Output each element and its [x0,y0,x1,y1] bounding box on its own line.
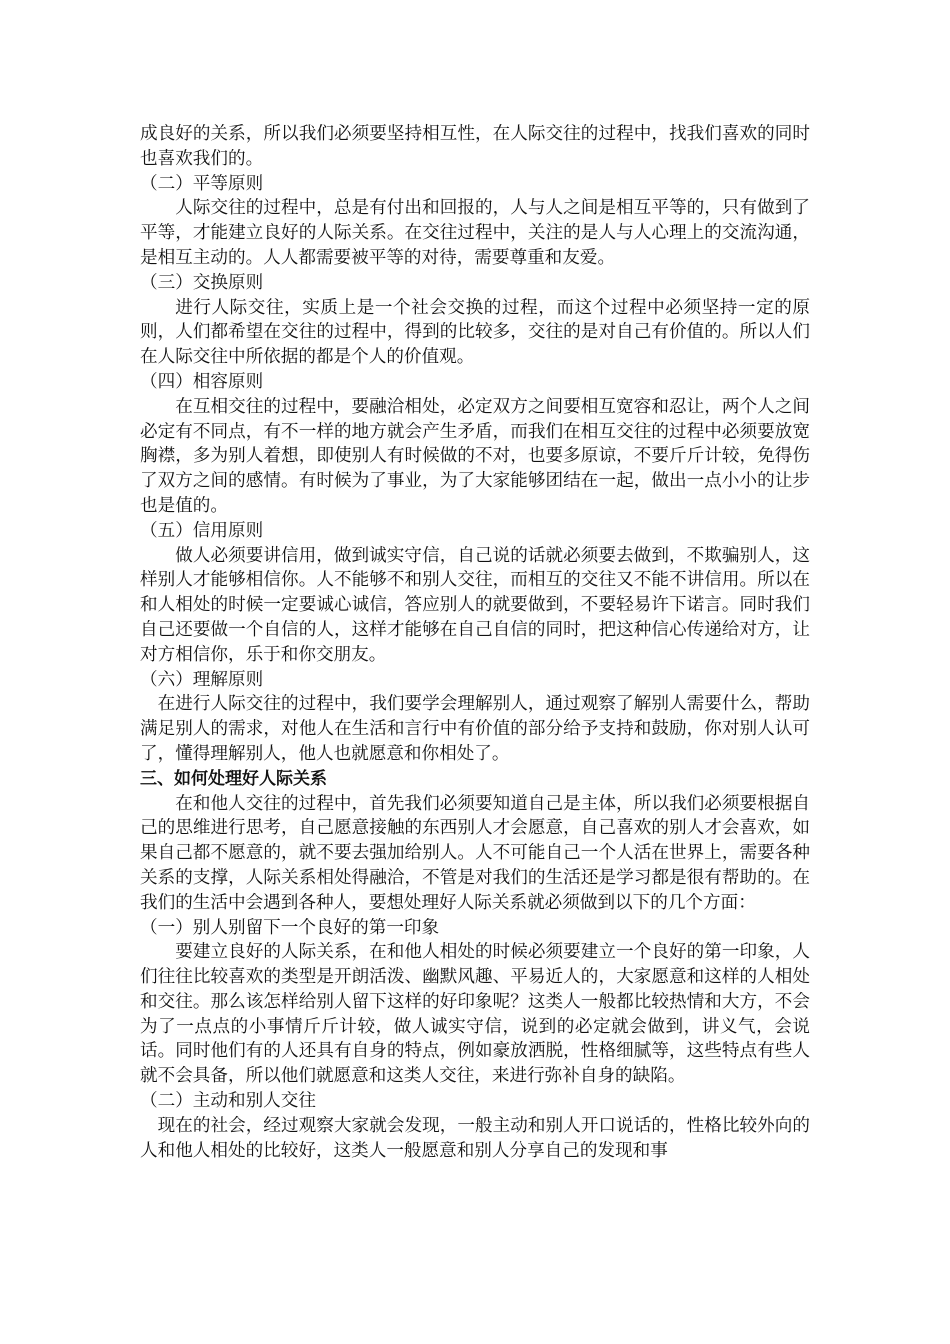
paragraph-tolerance-principle: 在互相交往的过程中，要融洽相处，必定双方之间要相互宽容和忍让，两个人之间必定有不同点，有不一样的地方就会产生矛盾，而我们在相互交往的过程中必须要放宽胸襟，多为别人着想，即使别人有时候做的不对，也要多原谅，不要斤斤计较，免得伤了双方之间的感情。有时候为了事业，为了大家能够团结在一起，做出一点小小的让步也是值的。 [140,396,810,516]
paragraph-understanding-principle: 在进行人际交往的过程中，我们要学会理解别人，通过观察了解别人需要什么，帮助满足别人的需求，对他人在生活和言行中有价值的部分给予支持和鼓励，你对别人认可了，懂得理解别人，他人也就愿意和你相处了。 [140,694,810,764]
subheading-exchange-principle: （三）交换原则 [140,272,264,293]
subheading-tolerance-principle: （四）相容原则 [140,371,264,392]
paragraph-take-initiative: 现在的社会，经过观察大家就会发现，一般主动和别人开口说话的，性格比较外向的人和他人相处的比较好，这类人一般愿意和别人分享自己的发现和事 [140,1115,810,1161]
paragraph-equality-principle: 人际交往的过程中，总是有付出和回报的，人与人之间是相互平等的，只有做到了平等，才能建立良好的人际关系。在交往过程中，关注的是人与人心理上的交流沟通，是相互主动的。人人都需要被平等的对待，需要尊重和友爱。 [140,198,810,268]
paragraph-continued: 成良好的关系，所以我们必须要坚持相互性，在人际交往的过程中，找我们喜欢的同时也喜欢我们的。 [140,124,810,169]
subheading-credit-principle: （五）信用原则 [140,520,264,541]
document-body [140,122,810,1163]
subheading-equality-principle: （二）平等原则 [140,173,264,194]
subheading-understanding-principle: （六）理解原则 [140,669,264,690]
paragraph-credit-principle: 做人必须要讲信用，做到诚实守信，自己说的话就必须要去做到，不欺骗别人，这样别人才能够相信你。人不能够不和别人交往，而相互的交往又不能不讲信用。所以在和人相处的时候一定要诚心诚信，答应别人的就要做到，不要轻易许下诺言。同时我们自己还要做一个自信的人，这样才能够在自己自信的同时，把这种信心传递给对方，让对方相信你，乐于和你交朋友。 [140,545,810,665]
section-heading-three: 三、如何处理好人际关系 [140,768,327,789]
paragraph-section-three: 在和他人交往的过程中，首先我们必须要知道自己是主体，所以我们必须要根据自己的思维进行思考，自己愿意接触的东西别人才会愿意，自己喜欢的别人才会喜欢，如果自己都不愿意的，就不要去强加给别人。人不可能自己一个人活在世界上，需要各种关系的支撑，人际关系相处得融洽，不管是对我们的生活还是学习都是很有帮助的。在我们的生活中会遇到各种人，要想处理好人际关系就必须做到以下的几个方面： [140,793,810,913]
paragraph-first-impression: 要建立良好的人际关系，在和他人相处的时候必须要建立一个良好的第一印象，人们往往比较喜欢的类型是开朗活泼、幽默风趣、平易近人的，大家愿意和这样的人相处和交往。那么该怎样给别人留下这样的好印象呢？这类人一般都比较热情和大方，不会为了一点点的小事情斤斤计较，做人诚实守信，说到的必定就会做到，讲义气，会说话。同时他们有的人还具有自身的特点，例如豪放洒脱，性格细腻等，这些特点有些人就不会具备，所以他们就愿意和这类人交往，来进行弥补自身的缺陷。 [140,942,810,1087]
subheading-first-impression: （一）别人别留下一个良好的第一印象 [140,917,440,938]
subheading-take-initiative: （二）主动和别人交往 [140,1091,316,1112]
paragraph-exchange-principle: 进行人际交往，实质上是一个社会交换的过程，而这个过程中必须坚持一定的原则，人们都希望在交往的过程中，得到的比较多，交往的是对自己有价值的。所以人们在人际交往中所依据的都是个人的价值观。 [140,297,810,368]
